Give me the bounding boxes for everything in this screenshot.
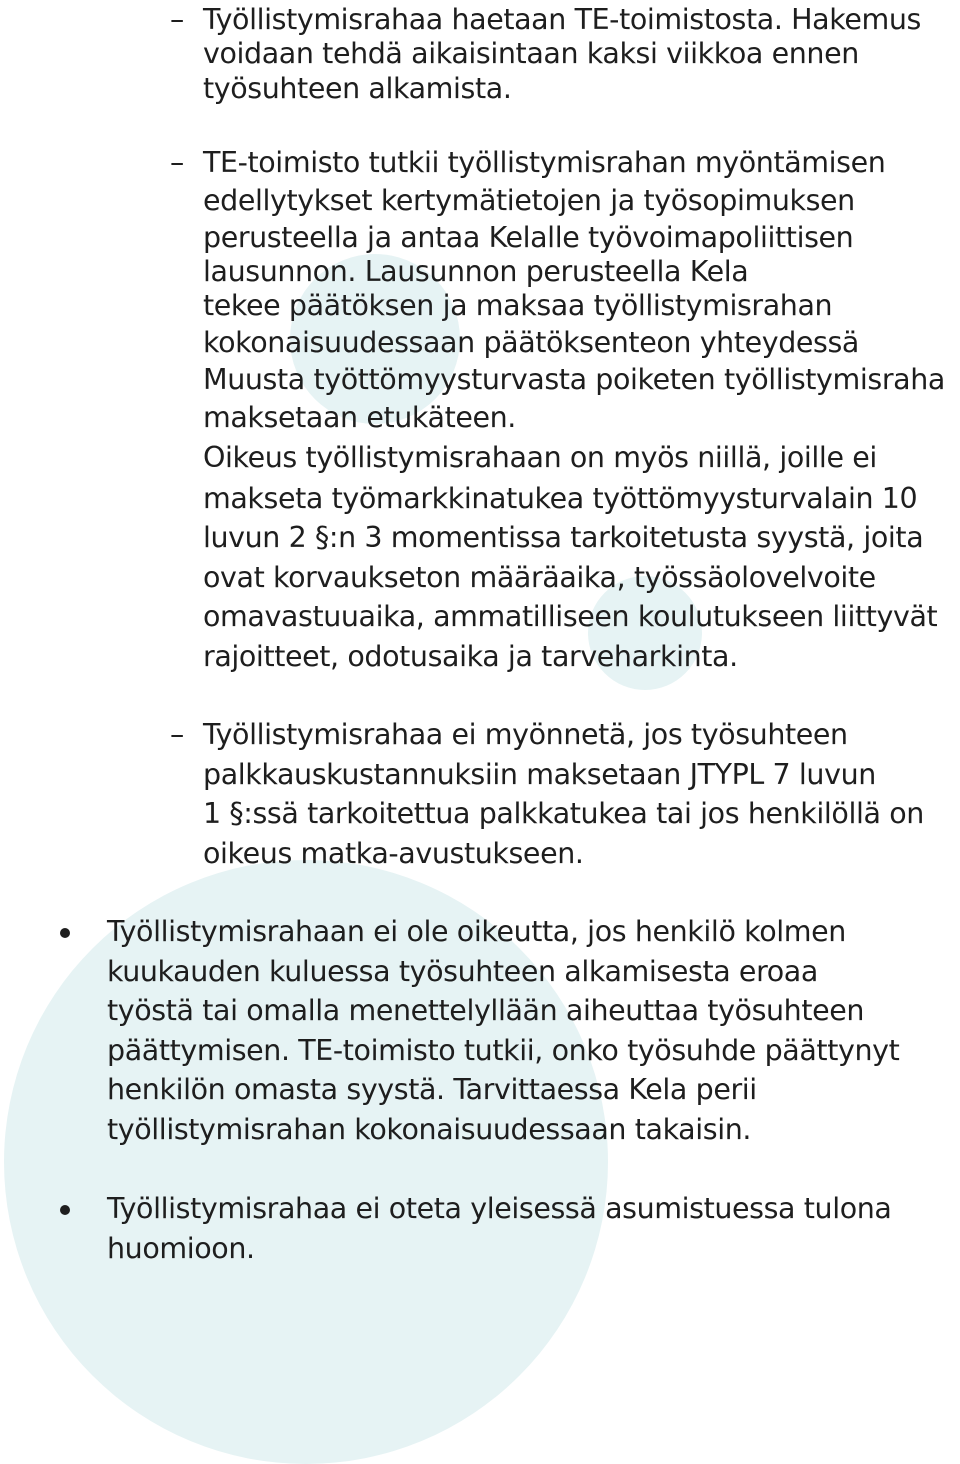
text-line: työsuhteen alkamista. xyxy=(203,72,512,105)
text-line: TE-toimisto tutkii työllistymisrahan myöntämisen xyxy=(203,146,886,179)
text-line: luvun 2 §:n 3 momentissa tarkoitetusta syystä, joita xyxy=(203,521,924,554)
text-line: Työllistymisrahaa ei oteta yleisessä asumistuessa tulona xyxy=(107,1192,892,1225)
text-line: työstä tai omalla menettelyllään aiheuttaa työsuhteen xyxy=(107,994,865,1027)
text-line: oikeus matka-avustukseen. xyxy=(203,837,584,870)
text-line: Työllistymisrahaa ei myönnetä, jos työsuhteen xyxy=(203,718,848,751)
text-line: Muusta työttömyysturvasta poiketen työllistymisraha xyxy=(203,363,945,396)
text-line: päättymisen. TE-toimisto tutkii, onko työsuhde päättynyt xyxy=(107,1034,900,1067)
text-line: kuukauden kuluessa työsuhteen alkamisesta eroaa xyxy=(107,955,818,988)
text-line: Työllistymisrahaan ei ole oikeutta, jos henkilö kolmen xyxy=(107,915,846,948)
text-line: ovat korvaukseton määräaika, työssäolovelvoite xyxy=(203,561,876,594)
text-line: Oikeus työllistymisrahaan on myös niillä, joille ei xyxy=(203,441,877,474)
text-line: huomioon. xyxy=(107,1232,255,1265)
text-line: tekee päätöksen ja maksaa työllistymisrahan xyxy=(203,289,833,322)
text-line: perusteella ja antaa Kelalle työvoimapoliittisen xyxy=(203,221,854,254)
dash-marker: – xyxy=(170,718,184,751)
text-line: rajoitteet, odotusaika ja tarveharkinta. xyxy=(203,640,738,673)
bullet-marker xyxy=(60,928,70,938)
text-line: edellytykset kertymätietojen ja työsopimuksen xyxy=(203,184,855,217)
dash-marker: – xyxy=(170,146,184,179)
text-line: työllistymisrahan kokonaisuudessaan takaisin. xyxy=(107,1113,752,1146)
text-line: palkkauskustannuksiin maksetaan JTYPL 7 luvun xyxy=(203,758,876,791)
text-line: maksetaan etukäteen. xyxy=(203,401,516,434)
text-line: makseta työmarkkinatukea työttömyysturvalain 10 xyxy=(203,482,918,515)
text-line: omavastuuaika, ammatilliseen koulutukseen liittyvät xyxy=(203,600,938,633)
text-line: Työllistymisrahaa haetaan TE-toimistosta. Hakemus xyxy=(203,3,921,36)
text-line: henkilön omasta syystä. Tarvittaessa Kela perii xyxy=(107,1073,757,1106)
text-line: voidaan tehdä aikaisintaan kaksi viikkoa ennen xyxy=(203,37,859,70)
bullet-marker xyxy=(60,1205,70,1215)
text-line: kokonaisuudessaan päätöksenteon yhteydessä xyxy=(203,326,859,359)
text-line: 1 §:ssä tarkoitettua palkkatukea tai jos henkilöllä on xyxy=(203,797,924,830)
text-line: lausunnon. Lausunnon perusteella Kela xyxy=(203,255,749,288)
dash-marker: – xyxy=(170,3,184,36)
